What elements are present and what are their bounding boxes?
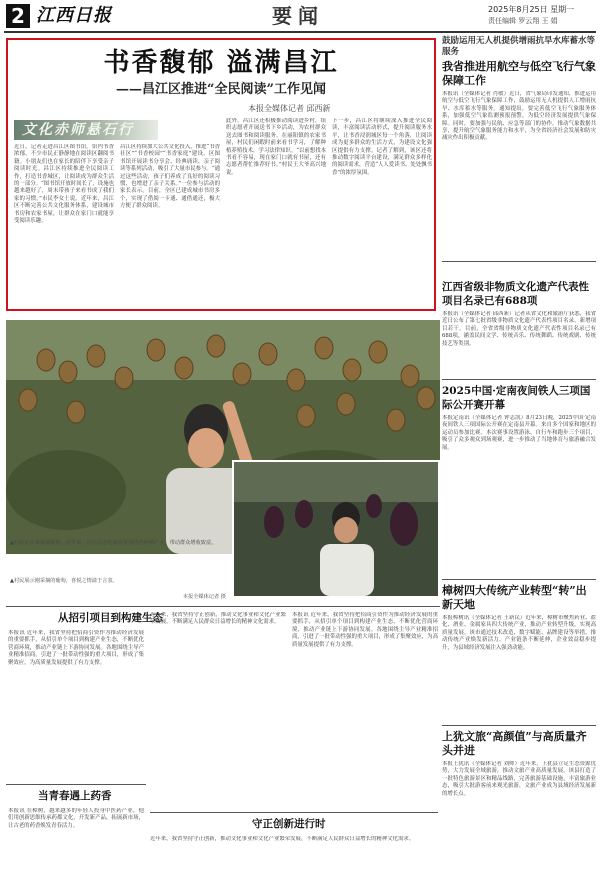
featured-body-col-4: 下一步，昌江区将继续深入推进全民阅读，丰富阅读活动形式，提升阅读服务水平，让书香浸润城区每一个角落，让阅读成为更多群众的生活方式，为建设文化强区提供有力支撑。记者了解到，该区还将推动数字阅读平台建设，满足群众多样化的阅读需求，营造“人人爱读书、处处飘书香”的浓厚氛围。 [332,118,432,176]
article-4-body: 本报樟树讯（全媒体记者 王新民）近年来，樟树市聚焦药业、盐化、酒业、金属家具四大传统产业，推动产业转型升级，实现高质量发展。该市通过技术改造、数字赋能、品牌建设等举措，推动传统产业焕发新活力，产业链条不断延伸，企业效益稳步提升，为县域经济发展注入强劲动能。 [442,615,596,651]
issue-date: 2025年8月25日 星期一 [488,5,575,14]
grape-harvest-photo[interactable] [232,460,440,598]
lower-article-2-body: 本报讯 在樟树，越来越多的年轻人投身中医药产业，他们用创新思维传承药都文化，开发新产品，拓展新市场，让古老的药香焕发青春活力。 [8,808,144,829]
featured-subhead: ——昌江区推进“全民阅读”工作见闻 [116,82,326,97]
article-2-body: 本报讯（全媒体记者 邱西新）记者从省文化和旅游厅获悉，我省近日公布了第七批省级非物质文化遗产代表性项目名录，新增项目若干。目前，全省省级非物质文化遗产代表性项目名录已有688项，涵盖民间文学、传统音乐、传统舞蹈、传统戏剧、传统技艺等类别。 [442,311,596,347]
lower-article-2-title[interactable]: 当青春遇上药香 [38,790,112,802]
masthead-rule [4,31,596,33]
article-5-body: 本报上犹讯（全媒体记者 刘帅）近年来，上犹县立足生态资源优势，大力发展全域旅游，推动文旅产业高质量发展。该县打造了一批特色旅游景区和精品线路，完善旅游基础设施，丰富旅游业态，吸引大批游客前来观光旅游，文旅产业成为县域经济发展新的增长点。 [442,761,596,797]
divider [442,725,596,726]
featured-article[interactable] [6,38,436,311]
article-5-title[interactable]: 上犹文旅“高颜值”与高质量齐头并进 [442,730,587,757]
divider [442,579,596,580]
article-4-title[interactable]: 樟树四大传统产业转型“转”出新天地 [442,584,587,611]
featured-headline: 书香馥郁 溢满昌江 [103,48,339,78]
calligraphy-banner [14,120,158,140]
divider [442,261,596,262]
divider [442,379,596,380]
lower-article-3-body: 近年来，我省坚持守正创新，推动文化事业和文化产业繁荣发展，不断满足人民群众日益增长的精神文化需求。 [150,836,415,842]
lower-article-1-title[interactable]: 从招引项目到构建生态 [58,612,163,624]
photo-caption-1: ▲村民正在采摘猕猴桃。近年来，昌江区因地制宜发展特色种植产业，带动群众增收致富。 [10,540,217,546]
photo-credit: 本报全媒体记者 摄 [182,594,226,600]
divider [6,784,146,785]
article-2-title[interactable]: 江西省级非物质文化遗产代表性项目名录已有688项 [442,281,589,307]
masthead [0,0,600,34]
article-1-body: 本报讯（全媒体记者 肖敏）近日，省气象局印发通知，推进运用航空与低空飞行气象保障工作，鼓励运用无人机提供人工增雨抗旱、水库蓄水等服务。通知提出，要完善低空飞行气象服务体系，加强低空气象监测预报预警，为低空经济发展提供气象保障。同时，要加强与民航、应急等部门的协作，推动气象数据共享，提升航空气象服务能力和水平，为全省经济社会发展和防灾减灾作出积极贡献。 [442,91,596,142]
editors-line: 责任编辑 罗云翔 王 娟 [488,17,558,25]
calligraphy-text: 文化赤师悬石行 [22,122,134,138]
lower-article-3-title[interactable]: 守正创新进行时 [252,818,326,830]
paper-name-logo: 江西日报 [36,5,112,26]
lower-article-1-body: 本报讯 近年来，我省坚持把招商引资作为推动经济发展的重要抓手，从招引单个项目到构建产业生态，不断优化营商环境，推动产业链上下游协同发展。各地围绕主导产业精准招商，引进了一批带动性强的重大项目，形成了集聚效应，为高质量发展提供了有力支撑。 [8,630,144,666]
featured-body-col-1: 近日，记者走进昌江区图书馆。馆内书香浓郁，不少市民正静静地在阅读区翻阅书籍。小朋友们也在家长的陪伴下享受亲子阅读时光。昌江区持续推进全民阅读工作，打造书香城区，让阅读成为群众生活的一部分。“图书馆开放时间长了，设施也越来越好了，周末带孩子来看书成了我们家的习惯。”市民李女士说。近年来，昌江区不断完善公共文化服务体系，建设城市书房和农家书屋，让群众在家门口就能享受阅读乐趣。 [14,144,114,225]
page-number: 2 [6,4,30,28]
featured-body-col-2: 昌江区持续加大公共文化投入，推进“书香社区”“书香校园”“书香家庭”建设。区图书馆开展读书分享会、经典诵读、亲子阅读等系列活动，吸引了大量市民参与。“通过这些活动，孩子们养成了良好的阅读习惯，也增进了亲子关系。”一位参与活动的家长表示。目前，全区已建成城市书房多个，实现了借阅一卡通、通借通还，极大方便了群众阅读。 [120,144,220,210]
photo-caption-2: ▲村民展示刚采摘的葡萄，喜悦之情溢于言表。 [10,578,118,584]
divider [6,606,440,607]
article-1-title[interactable]: 我省推进用航空与低空飞行气象保障工作 [442,60,596,87]
lower-body-col-3: 本报讯 近年来，我省坚持把招商引资作为推动经济发展的重要抓手，从招引单个项目到构建产业生态，不断优化营商环境，推动产业链上下游协同发展。各地围绕主导产业精准招商，引进了一批带动性强的重大项目，形成了集聚效应，为高质量发展提供了有力支撑。 [292,612,438,648]
right-news-column [442,36,596,886]
featured-byline: 本报全媒体记者 邱西新 [248,104,331,113]
article-3-title[interactable]: 2025中国·定南夜间铁人三项国际公开赛开幕 [442,385,591,411]
lower-body-col-2: 近年来，我省坚持守正创新，推动文化事业和文化产业繁荣发展，不断满足人民群众日益增长的精神文化需求。 [150,612,286,626]
article-1-kicker: 鼓励运用无人机提供增雨抗旱水库蓄水等服务 [442,36,596,57]
article-3-body: 本报定南讯（全媒体记者 钟志凯）8月23日晚，2025中国·定南夜间铁人三项国际公开赛在定南县开幕。来自多个国家和地区的运动员参加比赛。本次赛事设置游泳、自行车和跑步三个项目，吸引了众多观众到场观赛，进一步推动了当地体育与旅游融合发展。 [442,415,596,451]
divider [150,812,438,813]
grape-harvest-illustration [234,462,438,596]
featured-body-col-3: 此外，昌江区还积极推动阅读进乡村，组织志愿者开展送书下乡活动，为农村群众送去图书和阅读服务。在丽阳镇的农家书屋，村民们闲暇时前来看书学习，了解种植养殖技术，学习法律知识。“以前想找本书看不容易，现在家门口就有书屋，还有志愿者帮忙推荐好书。”村民王大爷高兴地说。 [226,118,326,176]
section-title: 要闻 [272,4,324,28]
